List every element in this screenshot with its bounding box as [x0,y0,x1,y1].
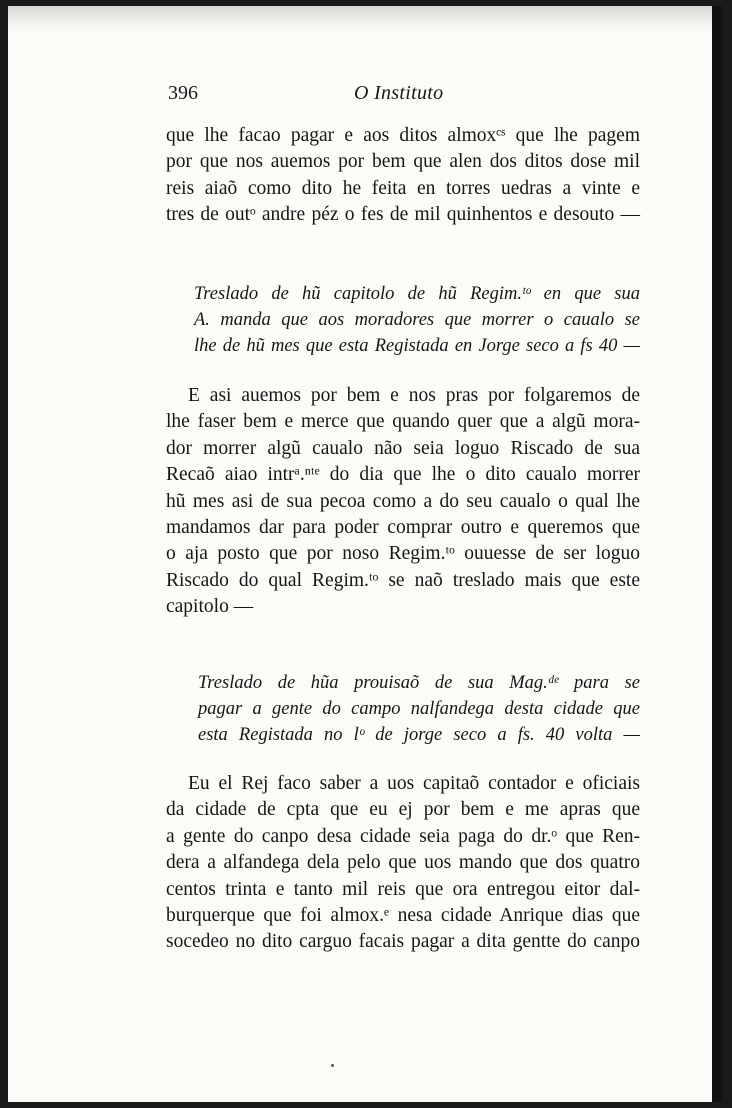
text-line: centos trinta e tanto mil reis que ora entregou eitor dal- [166,878,640,900]
paragraph-2 [166,383,640,621]
text-line: capitolo — [166,596,254,618]
heading-line: Treslado de hũ capitolo de hũ Regim.ᵗᵒ en que sua [194,284,640,304]
text-line: da cidade de cpta que eu ej por bem e me apras que [166,799,640,821]
paragraph-1 [166,123,640,229]
text-line: reis aiaõ como dito he feita en torres uedras a vinte e [166,177,640,199]
text-line: Eu el Rej faco saber a uos capitaõ contador e oficiais [188,773,640,794]
heading-line: esta Registada no lᵒ de jorge seco a fs. 40 volta — [198,725,640,745]
heading-line: pagar a gente do campo nalfandega desta cidade que [198,699,640,719]
text-line: E asi auemos por bem e nos pras por folgaremos de [188,385,640,406]
text-line: Riscado do qual Regim.ᵗᵒ se naõ treslado mais que este [166,569,640,591]
text-line: tres de outᵒ andre péz o fes de mil quinhentos e desouto — [166,204,640,226]
text-line: o aja posto que por noso Regim.ᵗᵒ ouuesse de ser loguo [166,543,640,565]
text-line: burquerque que foi almox.ᵉ nesa cidade Anrique dias que [166,905,640,927]
page-number: 396 [168,82,198,104]
text-line: mandamos dar para poder comprar outro e queremos que [166,517,640,539]
scan-shadow [8,6,722,32]
book-page [8,6,722,1102]
section-heading-2 [198,670,640,748]
print-speck [331,1064,334,1067]
text-line: Recaõ aiao intrᵃ.ⁿᵗᵉ do dia que lhe o dito caualo morrer [166,464,640,486]
text-line: socedeo no dito carguo facais pagar a dita gentte do canpo [166,931,640,953]
heading-line: lhe de hũ mes que esta Registada en Jorge seco a fs 40 — [194,336,640,356]
heading-line: Treslado de hũa prouisaõ de sua Mag.ᵈᵉ para se [198,673,640,693]
running-title: O Instituto [354,82,444,104]
text-line: por que nos auemos por bem que alen dos ditos dose mil [166,151,640,173]
scan-edge [712,6,722,1102]
section-heading-1 [194,281,640,359]
text-line: dera a alfandega dela pelo que uos mando que dos quatro [166,852,640,874]
paragraph-3 [166,771,640,956]
text-line: a gente do canpo desa cidade seia paga do dr.ᵒ que Ren- [166,825,640,847]
text-line: lhe faser bem e merce que quando quer que a algũ mora- [166,411,640,433]
text-line: dor morrer algũ caualo não seia loguo Riscado de sua [166,437,640,459]
text-line: hũ mes asi de sua pecoa como a do seu caualo o qual lhe [166,490,640,512]
heading-line: A. manda que aos moradores que morrer o caualo se [194,310,640,330]
text-line: que lhe facao pagar e aos ditos almoxᶜˢ que lhe pagem [166,125,640,146]
page-header [168,82,648,110]
